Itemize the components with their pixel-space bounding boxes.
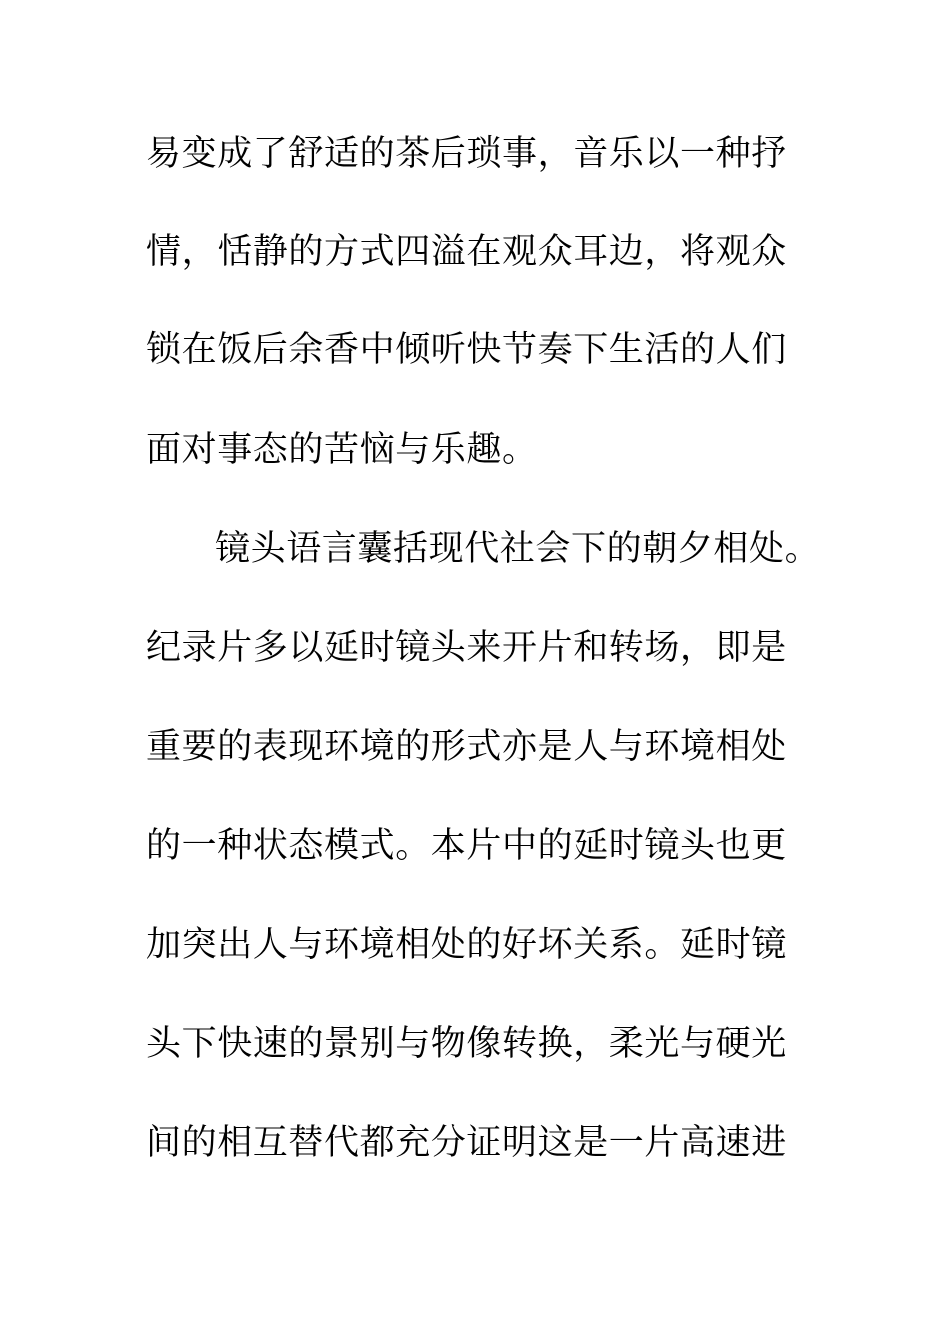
text-line: 面对事态的苦恼与乐趣。 [146, 430, 538, 470]
text-line: 间的相互替代都充分证明这是一片高速进 [146, 1123, 787, 1163]
text-line: 的一种状态模式。本片中的延时镜头也更 [146, 826, 787, 866]
text-line: 情，恬静的方式四溢在观众耳边，将观众 [146, 232, 787, 272]
text-line: 加突出人与环境相处的好坏关系。延时镜 [146, 925, 787, 965]
text-line: 纪录片多以延时镜头来开片和转场，即是 [146, 628, 787, 668]
paragraph-first-line: 镜头语言囊括现代社会下的朝夕相处。 [215, 529, 821, 569]
text-line: 锁在饭后余香中倾听快节奏下生活的人们 [146, 330, 787, 370]
text-line: 易变成了舒适的茶后琐事，音乐以一种抒 [146, 134, 787, 174]
text-line: 头下快速的景别与物像转换，柔光与硬光 [146, 1024, 787, 1064]
text-line: 重要的表现环境的形式亦是人与环境相处 [146, 727, 787, 767]
